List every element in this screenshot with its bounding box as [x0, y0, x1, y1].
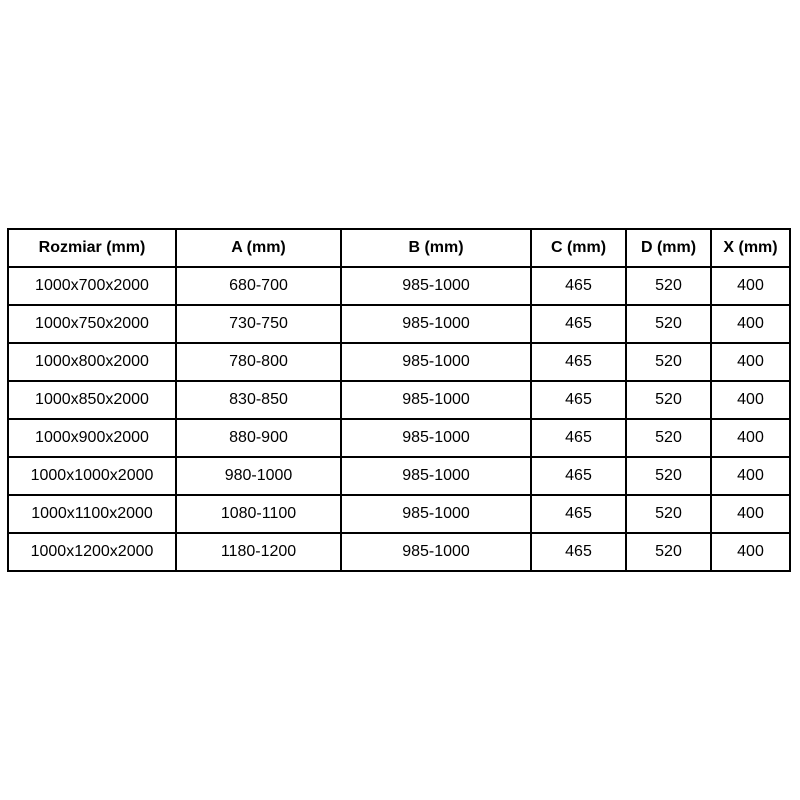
table-cell-rozmiar: 1000x850x2000 [8, 381, 176, 419]
table-cell-b: 985-1000 [341, 533, 531, 571]
table-cell-a: 730-750 [176, 305, 341, 343]
table-cell-d: 520 [626, 381, 711, 419]
table-cell-rozmiar: 1000x800x2000 [8, 343, 176, 381]
table-cell-b: 985-1000 [341, 267, 531, 305]
table-cell-a: 1180-1200 [176, 533, 341, 571]
table-cell-rozmiar: 1000x900x2000 [8, 419, 176, 457]
table-cell-a: 680-700 [176, 267, 341, 305]
column-header-b: B (mm) [341, 229, 531, 267]
table-cell-b: 985-1000 [341, 457, 531, 495]
table-cell-b: 985-1000 [341, 419, 531, 457]
table-cell-x: 400 [711, 267, 790, 305]
table-cell-c: 465 [531, 419, 626, 457]
table-cell-x: 400 [711, 419, 790, 457]
table-body [8, 267, 790, 571]
table-row [8, 305, 790, 343]
table-cell-c: 465 [531, 457, 626, 495]
table-cell-x: 400 [711, 495, 790, 533]
table-cell-d: 520 [626, 305, 711, 343]
table-cell-a: 1080-1100 [176, 495, 341, 533]
table-cell-c: 465 [531, 381, 626, 419]
column-header-c: C (mm) [531, 229, 626, 267]
table-cell-a: 830-850 [176, 381, 341, 419]
table-cell-x: 400 [711, 305, 790, 343]
table-cell-d: 520 [626, 419, 711, 457]
table-row [8, 495, 790, 533]
table-cell-rozmiar: 1000x1000x2000 [8, 457, 176, 495]
table-cell-rozmiar: 1000x1100x2000 [8, 495, 176, 533]
table-cell-b: 985-1000 [341, 381, 531, 419]
table-cell-c: 465 [531, 495, 626, 533]
table-cell-rozmiar: 1000x1200x2000 [8, 533, 176, 571]
table-cell-b: 985-1000 [341, 495, 531, 533]
column-header-a: A (mm) [176, 229, 341, 267]
table-row [8, 381, 790, 419]
table-cell-x: 400 [711, 533, 790, 571]
table-cell-c: 465 [531, 305, 626, 343]
table-cell-rozmiar: 1000x700x2000 [8, 267, 176, 305]
table-row [8, 457, 790, 495]
column-header-rozmiar: Rozmiar (mm) [8, 229, 176, 267]
table-cell-d: 520 [626, 495, 711, 533]
column-header-x: X (mm) [711, 229, 790, 267]
table-cell-x: 400 [711, 381, 790, 419]
table-cell-a: 780-800 [176, 343, 341, 381]
table-cell-x: 400 [711, 343, 790, 381]
column-header-d: D (mm) [626, 229, 711, 267]
table-cell-b: 985-1000 [341, 305, 531, 343]
header-row [8, 229, 790, 267]
table-row [8, 533, 790, 571]
table-cell-a: 980-1000 [176, 457, 341, 495]
table-cell-d: 520 [626, 457, 711, 495]
table-cell-d: 520 [626, 533, 711, 571]
table-cell-c: 465 [531, 343, 626, 381]
table-cell-c: 465 [531, 533, 626, 571]
table-cell-rozmiar: 1000x750x2000 [8, 305, 176, 343]
table-cell-a: 880-900 [176, 419, 341, 457]
table-row [8, 419, 790, 457]
table-cell-x: 400 [711, 457, 790, 495]
size-chart-table [7, 228, 791, 572]
table-row [8, 267, 790, 305]
table-cell-b: 985-1000 [341, 343, 531, 381]
table-row [8, 343, 790, 381]
table-cell-c: 465 [531, 267, 626, 305]
table-cell-d: 520 [626, 267, 711, 305]
table-cell-d: 520 [626, 343, 711, 381]
